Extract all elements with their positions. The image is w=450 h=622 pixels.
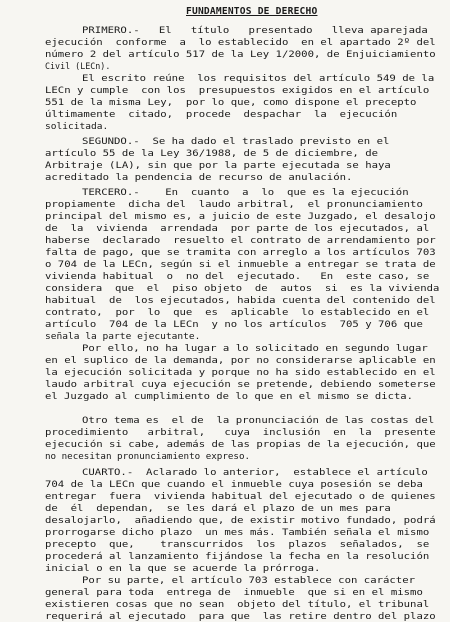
- document-line: de la vivienda arrendada por parte de los ejecutados, al: [45, 223, 430, 234]
- document-line: solicitada.: [45, 121, 109, 132]
- document-line: laudo arbitral cuya ejecución se pretende, debiendo someterse: [45, 379, 436, 390]
- document-line: prorrogarse dicho plazo un mes más. También señala el mismo: [45, 527, 430, 538]
- document-line: no necesitan pronunciamiento expreso.: [45, 451, 251, 462]
- document-line: número 2 del artículo 517 de la Ley 1/2000, de Enjuiciamiento: [45, 49, 436, 60]
- document-line: Civil (LECn).: [45, 61, 111, 72]
- document-line: inicial o en la que se acuerde la prórroga.: [45, 563, 321, 574]
- document-line: habitual de los ejecutados, habida cuenta del contenido del: [45, 295, 436, 306]
- document-line: ejecución conforme a lo establecido en el apartado 2º del: [45, 37, 436, 48]
- document-line: ejecución si cabe, además de las propias de la ejecución, que: [45, 439, 436, 450]
- document-line: Otro tema es el de la pronunciación de las costas del: [82, 415, 435, 426]
- document-line: últimamente citado, procede despachar la ejecución: [45, 109, 398, 120]
- document-line: Por su parte, el artículo 703 establece con carácter: [82, 575, 416, 586]
- document-line: haberse declarado resuelto el contrato de arrendamiento por: [45, 235, 436, 246]
- document-line: SEGUNDO.- Se ha dado el traslado previsto en el: [82, 136, 390, 147]
- document-line: 551 de la misma Ley, por lo que, como dispone el precepto: [45, 97, 417, 108]
- document-line: artículo 55 de la Ley 36/1988, de 5 de diciembre, de: [45, 148, 379, 159]
- document-line: entregar fuera vivienda habitual del ejecutado o de quienes: [45, 491, 436, 502]
- document-line: procederá al lanzamiento fijándose la fecha en la resolución: [45, 551, 430, 562]
- document-line: considera que el piso objeto de autos si es la vivienda: [45, 283, 440, 294]
- document-line: general para toda entrega de inmueble que si en el mismo: [45, 587, 423, 598]
- document-heading: FUNDAMENTOS DE DERECHO: [186, 6, 318, 17]
- document-line: de él dependan, se les dará el plazo de un mes para: [45, 503, 391, 514]
- document-line: requerirá al ejecutado para que las retire dentro del plazo: [45, 611, 436, 622]
- document-line: procedimiento arbitral, cuya inclusión en la presente: [45, 427, 436, 438]
- document-line: Arbitraje (LA), sin que por la parte ejecutada se haya: [45, 160, 391, 171]
- document-line: falta de pago, que se tramita con arreglo a los artículos 703: [45, 247, 436, 258]
- document-line: contrato, por lo que es aplicable lo establecido en el: [45, 307, 430, 318]
- document-line: desalojarlo, añadiendo que, de existir motivo fundado, podrá: [45, 515, 436, 526]
- document-line: la ejecución solicitada y porque no ha sido establecido en el: [45, 367, 436, 378]
- document-line: El escrito reúne los requisitos del artículo 549 de la: [82, 73, 435, 84]
- document-line: o 704 de la LECn, según si el inmueble a entregar se trata de: [45, 259, 436, 270]
- document-line: el Juzgado al cumplimiento de lo que en el mismo se dicta.: [45, 391, 414, 402]
- document-line: vivienda habitual o no del ejecutado. En este caso, se: [45, 271, 430, 282]
- document-line: artículo 704 de la LECn y no los artículos 705 y 706 que: [45, 319, 423, 330]
- document-line: Por ello, no ha lugar a lo solicitado en segundo lugar: [82, 343, 428, 354]
- document-line: PRIMERO.- El título presentado lleva aparejada: [82, 25, 428, 36]
- document-line: principal del mismo es, a juicio de este Juzgado, el desalojo: [45, 211, 436, 222]
- document-line: LECn y cumple con los presupuestos exigidos en el artículo: [45, 85, 430, 96]
- document-line: señala la parte ejecutante.: [45, 331, 201, 342]
- document-line: en el suplico de la demanda, por no considerarse aplicable en: [45, 355, 436, 366]
- document-line: 704 de la LECn que cuando el inmueble cuya posesión se deba: [45, 479, 423, 490]
- document-line: acreditado la pendencia de recurso de anulación.: [45, 172, 353, 183]
- document-line: propiamente dicha del laudo arbitral, el pronunciamiento: [45, 199, 423, 210]
- document-line: precepto que, transcurridos los plazos señalados, se: [45, 539, 430, 550]
- document-line: existieren cosas que no sean objeto del título, el tribunal: [45, 599, 430, 610]
- document-line: TERCERO.- En cuanto a lo que es la ejecución: [82, 187, 409, 198]
- document-line: CUARTO.- Aclarado lo anterior, establece el artículo: [82, 467, 428, 478]
